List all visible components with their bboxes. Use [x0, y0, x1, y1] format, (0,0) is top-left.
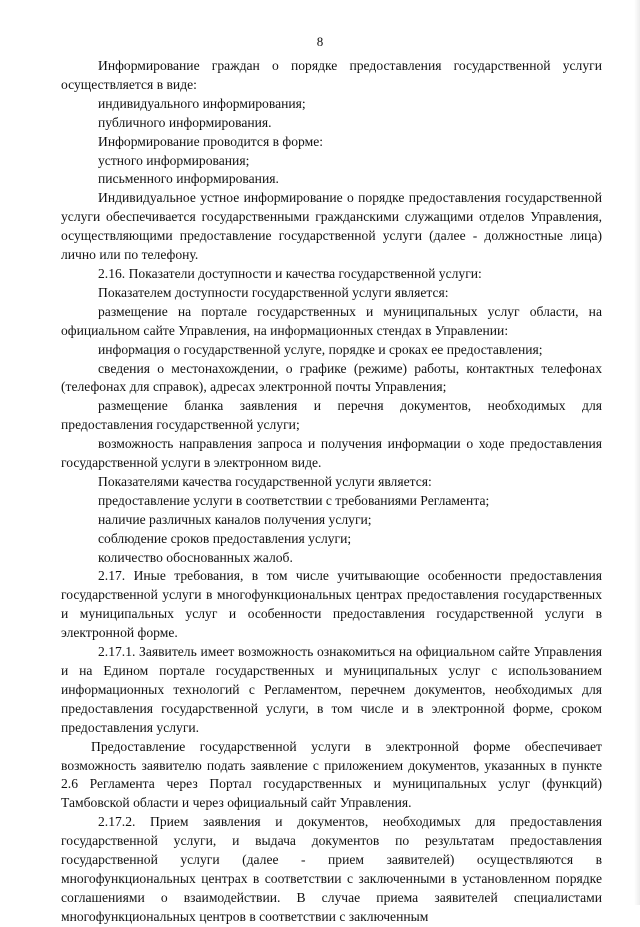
- list-item: количество обоснованных жалоб.: [98, 549, 293, 565]
- paragraph: Информирование проводится в форме:: [98, 133, 324, 149]
- paragraph: Индивидуальное устное информирование о порядке предоставления государственной услуги обеспечивается государственными гражданскими служащими отделов Управления, осуществляющими предоставление государственной услуги (далее - должностные лица) лично или по телефону.: [61, 190, 602, 263]
- paragraph: Показателем доступности государственной услуги является:: [98, 284, 449, 300]
- paragraph: Показателями качества государственной услуги является:: [98, 473, 432, 489]
- list-item: сведения о местонахождении, о графике (режиме) работы, контактных телефонах (телефонах для справок), адресах электронной почты Управления;: [61, 360, 602, 395]
- paragraph: 2.17.1. Заявитель имеет возможность ознакомиться на официальном сайте Управления и на Едином портале государственных и муниципальных услуг с использованием информационных технологий с Регламентом, перечнем документов, необходимых для предоставления государственной услуги, в том числе и в электронной форме, сроком предоставления услуги.: [61, 644, 602, 735]
- list-item: устного информирования;: [98, 152, 250, 168]
- list-item: размещение бланка заявления и перечня документов, необходимых для предоставления государственной услуги;: [61, 398, 602, 433]
- section-heading: 2.16. Показатели доступности и качества государственной услуги:: [98, 265, 482, 281]
- list-item: наличие различных каналов получения услуги;: [98, 511, 372, 527]
- list-item: предоставление услуги в соответствии с требованиями Регламента;: [98, 492, 490, 508]
- list-item: информация о государственной услуге, порядке и сроках ее предоставления;: [98, 341, 543, 357]
- paragraph: Предоставление государственной услуги в электронной форме обеспечивает возможность заявителю подать заявление с приложением документов, указанных в пункте 2.6 Регламента через Портал государственных и муниципальных услуг (функций) Тамбовской области и через официальный сайт Управления.: [61, 738, 602, 811]
- list-item: индивидуального информирования;: [98, 95, 306, 111]
- list-item: публичного информирования.: [98, 114, 272, 130]
- page-number: 8: [316, 34, 324, 49]
- scan-edge-shadow: [634, 0, 640, 905]
- paragraph: размещение на портале государственных и муниципальных услуг области, на официальном сайте Управления, на информационных стендах в Управлении:: [61, 303, 602, 338]
- list-item: возможность направления запроса и получения информации о ходе предоставления государственной услуги в электронном виде.: [61, 436, 602, 471]
- list-item: соблюдение сроков предоставления услуги;: [98, 530, 352, 546]
- list-item: письменного информирования.: [98, 171, 279, 187]
- section-heading: 2.17. Иные требования, в том числе учитывающие особенности предоставления государственной услуги в многофункциональных центрах предоставления государственных и муниципальных услуг и особенности предоставления государственной услуги в электронной форме.: [61, 568, 602, 641]
- body-text: [61, 57, 602, 927]
- paragraph: 2.17.2. Прием заявления и документов, необходимых для предоставления государственной услуги, и выдача документов по результатам предоставления государственной услуги (далее - прием заявителей) осуществляются в многофункциональных центрах в соответствии с заключенными в установленном порядке соглашениями о взаимодействии. В случае приема заявителей специалистами многофункциональных центров в соответствии с заключенным: [61, 814, 602, 924]
- paragraph: Информирование граждан о порядке предоставления государственной услуги осуществляется в виде:: [61, 58, 602, 92]
